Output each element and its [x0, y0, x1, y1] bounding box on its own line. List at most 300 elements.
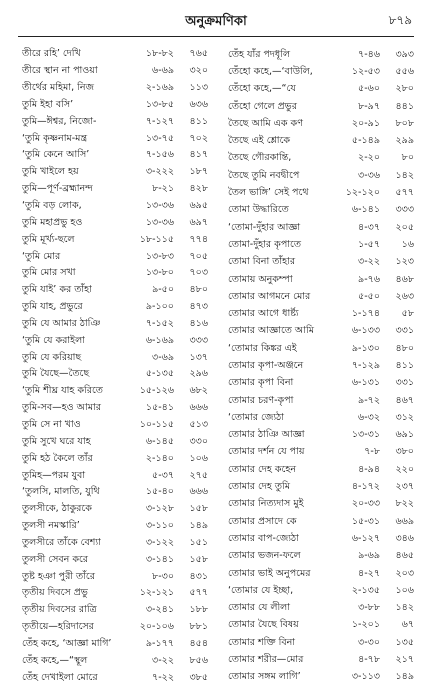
index-entry	[228, 427, 414, 444]
entry-reference: ৬-১৪১	[351, 204, 380, 216]
entry-reference: ৩-৮৮	[358, 602, 380, 614]
entry-text: ‘তুমি বড় লোক,	[22, 200, 82, 212]
index-entry	[228, 271, 414, 288]
entry-text: তেঁহো কহে,—‘বাউলি,	[228, 65, 313, 77]
index-entry	[228, 219, 414, 236]
page-number: ৮৭৯	[388, 13, 412, 27]
index-entry	[228, 46, 414, 63]
entry-text: তৈছে এই শ্লোকে	[228, 135, 291, 147]
entry-reference: ৩-২২	[358, 256, 380, 268]
entry-reference: ১৩-৭৫	[145, 132, 174, 144]
entry-page: ৩৩৩	[395, 204, 414, 216]
index-entry	[22, 113, 208, 130]
entry-page: ৫১৩	[189, 418, 208, 430]
index-entry	[22, 349, 208, 366]
entry-text: ‘তোমার জ্যেঠা	[228, 411, 284, 423]
index-entry	[22, 46, 208, 63]
entry-text: তুমি ইহা বসি’	[22, 98, 74, 110]
entry-page: ১০৬	[395, 584, 414, 596]
entry-reference: ৯-৬৯	[358, 550, 380, 562]
entry-reference: ৯-১০০	[145, 301, 174, 313]
entry-reference: ৭-৮	[364, 446, 380, 458]
entry-text: তোমা বিনা তাঁহার	[228, 256, 296, 268]
entry-reference: ৪-৯৪	[358, 463, 380, 475]
entry-text: তোমার যৈছে বিষয়	[228, 619, 299, 631]
index-entry	[228, 305, 414, 322]
entry-page: ৫৫৬	[395, 65, 414, 77]
index-entry	[22, 619, 208, 636]
entry-text: তুমি—পূর্ণ-ব্রহ্মানন্দ	[22, 183, 93, 195]
entry-reference: ১২-১২১	[139, 587, 174, 599]
entry-page: ১৩৭	[189, 351, 208, 363]
index-entry	[22, 97, 208, 114]
entry-reference: ১৩-৮৩	[145, 250, 174, 262]
entry-page: ২৯৬	[189, 368, 208, 380]
entry-reference: ৭-৪৬	[358, 48, 380, 60]
entry-reference: ১৫-১২৬	[139, 385, 174, 397]
entry-reference: ৬-১৬৯	[145, 334, 174, 346]
index-entry	[228, 132, 414, 149]
entry-page: ৬৮২	[189, 385, 208, 397]
entry-page: ৩৪৬	[395, 532, 414, 544]
entry-text: তুমি যাহ, প্রভুরে	[22, 301, 83, 313]
index-entry	[22, 669, 208, 686]
entry-reference: ১২-১২০	[345, 187, 380, 199]
index-entry	[22, 130, 208, 147]
entry-reference: ১৮-১১৫	[139, 233, 174, 245]
entry-reference: ৩-১১৩	[351, 671, 380, 683]
entry-page: ৮৮১	[189, 621, 208, 633]
entry-page: ৪১১	[395, 360, 414, 371]
entry-reference: ৩-৬৯	[152, 351, 174, 363]
entry-page: ৪৬৫	[395, 550, 414, 562]
entry-text: তোমার আজ্ঞাতে আমি	[228, 325, 314, 337]
entry-text: তুমি সুখে ঘরে যাহ	[22, 435, 91, 447]
entry-page: ১৫৮	[189, 553, 208, 565]
index-column-left	[22, 46, 208, 686]
entry-text: তুমি খাইলে হয়	[22, 166, 79, 178]
index-entry	[22, 63, 208, 80]
entry-text: তীর্থের মহিমা, নিজ	[22, 82, 95, 94]
entry-page: ২৯৯	[395, 135, 414, 147]
entry-reference: ৭-১২৯	[351, 360, 380, 371]
index-entry	[22, 282, 208, 299]
entry-reference: ৩-৩০	[358, 636, 380, 648]
entry-page: ২৬৩	[395, 290, 414, 302]
entry-page: ২২০	[395, 463, 414, 475]
entry-reference: ৫-১৪৯	[351, 135, 380, 147]
index-entry	[22, 231, 208, 248]
index-entry	[228, 63, 414, 80]
index-entry	[22, 501, 208, 518]
entry-text: তোমার কৃপা-অঞ্জনে	[228, 360, 304, 371]
entry-reference: ৫-৩৭	[152, 469, 174, 481]
index-columns	[22, 46, 414, 686]
entry-page: ৪১১	[189, 115, 208, 127]
entry-reference: ১৫-৩১	[351, 515, 380, 527]
index-entry	[22, 534, 208, 551]
entry-text: তৈছে তুমি নবদ্বীপে	[228, 169, 300, 181]
entry-page: ১৮৮	[189, 604, 208, 616]
entry-text: ‘তোমার কিঙ্কর এই	[228, 342, 297, 354]
entry-reference: ১৩-৮০	[145, 267, 174, 279]
index-entry	[22, 299, 208, 316]
index-entry	[22, 467, 208, 484]
entry-page: ৩৩১	[395, 325, 414, 337]
entry-reference: ২০-৯১	[351, 117, 380, 129]
entry-reference: ৬-১৪৫	[145, 435, 174, 447]
index-entry	[228, 651, 414, 668]
entry-text: ‘তুমি কৃষ্ণনাম-মন্ত্র	[22, 132, 88, 144]
entry-reference: ৭-১২৭	[145, 115, 174, 127]
index-entry	[228, 236, 414, 253]
entry-text: তোমার নিত্যদাস মুই	[228, 498, 304, 510]
index-entry	[22, 383, 208, 400]
index-entry	[228, 513, 414, 530]
entry-text: ‘তুলসি, মালতি, যুথি	[22, 486, 100, 498]
entry-text: তৈল ভাঙ্গি’ সেই পথে	[228, 187, 309, 199]
index-entry	[228, 184, 414, 201]
entry-reference: ২০-১০৬	[139, 621, 174, 633]
entry-text: তুলসীকে, ঠাকুরকে	[22, 503, 92, 515]
header-rule	[18, 36, 414, 37]
entry-text: তুমিহ—পরম যুবা	[22, 469, 86, 481]
entry-reference: ৬-৬৯	[152, 65, 174, 77]
index-entry	[22, 551, 208, 568]
entry-reference: ৬-৩২	[358, 411, 380, 423]
index-entry	[228, 392, 414, 409]
entry-page: ৩১২	[395, 411, 414, 423]
entry-reference: ৭-১৫৬	[145, 149, 174, 161]
entry-page: ৪৩১	[189, 570, 208, 582]
entry-text: তোমা উদ্ধারিতে	[228, 204, 289, 216]
entry-page: ৬৬৯	[395, 515, 414, 527]
entry-page: ২৩৭	[395, 481, 414, 493]
entry-text: তুলসী নমস্কারি’	[22, 520, 80, 532]
entry-reference: ৫-৬০	[358, 83, 380, 95]
entry-text: তুমি-সব—হও আমার	[22, 402, 101, 414]
entry-reference: ৩-২২২	[145, 166, 174, 178]
entry-text: তোমার ভজন-ফলে	[228, 550, 301, 562]
index-entry	[228, 548, 414, 565]
entry-page: ৩৮৫	[189, 671, 208, 683]
entry-text: তেঁহ কহে,—“স্থূল	[22, 654, 88, 666]
index-entry	[228, 634, 414, 651]
entry-reference: ৮-৩০	[152, 570, 174, 582]
entry-reference: ৬-১৩৩	[351, 325, 380, 337]
entry-page: ২০৩	[395, 567, 414, 579]
index-entry	[22, 366, 208, 383]
entry-text: তীরে রহি’ দেখি	[22, 48, 81, 60]
entry-text: তুষ্ট হঞা পুরী তাঁরে	[22, 570, 95, 582]
entry-text: তুমি মোর সখা	[22, 267, 76, 279]
entry-reference: ১৫-৪০	[145, 486, 174, 498]
entry-reference: ৩-১৪১	[145, 553, 174, 565]
entry-text: তুমি হঠ কৈলে তাঁর	[22, 452, 93, 464]
entry-reference: ৯-৭৬	[358, 273, 380, 285]
entry-reference: ২-২০	[358, 152, 380, 164]
index-entry	[228, 600, 414, 617]
entry-text: তোমার আগে ধার্ষ্ট্য	[228, 308, 299, 320]
index-entry	[22, 585, 208, 602]
entry-page: ৪৪১	[395, 100, 414, 112]
entry-reference: ৭-১৫২	[145, 317, 174, 329]
page-header	[0, 0, 432, 40]
entry-page: ৬৩৬	[189, 98, 208, 110]
entry-text: তুমি মূর্খ্য-ছলে	[22, 233, 75, 245]
entry-text: তৃতীয়ে—হরিদাসের	[22, 621, 94, 633]
entry-page: ৩৩০	[189, 435, 208, 447]
entry-page: ১৫১	[189, 536, 208, 548]
entry-page: ৬৭	[401, 619, 414, 631]
index-entry	[228, 357, 414, 374]
index-entry	[22, 181, 208, 198]
entry-text: তেঁহ যাঁর পদধূলি	[228, 48, 291, 60]
entry-reference: ১৮-৮২	[145, 48, 174, 60]
entry-text: তোমার বাপ-জ্যেঠা	[228, 532, 299, 544]
index-entry	[228, 167, 414, 184]
entry-page: ৪১৬	[189, 317, 208, 329]
entry-page: ৪৮০	[189, 284, 208, 296]
entry-page: ৪৬৮	[395, 273, 414, 285]
entry-text: তুমি—ঈশ্বর, নিজো-	[22, 115, 97, 127]
index-entry	[228, 444, 414, 461]
index-entry	[228, 478, 414, 495]
index-entry	[22, 450, 208, 467]
index-entry	[22, 433, 208, 450]
entry-page: ৮০	[401, 152, 414, 164]
entry-text: তেঁহ দেখাইলা মোরে	[22, 671, 98, 683]
entry-text: তৃতীয় দিবসের রাত্রি	[22, 604, 97, 616]
index-entry	[22, 417, 208, 434]
entry-reference: ৯-৫০	[152, 284, 174, 296]
entry-page: ৬৬৬	[189, 486, 208, 498]
entry-page: ৩৯৩	[395, 48, 414, 60]
index-entry	[22, 602, 208, 619]
entry-reference: ৬-১২৭	[351, 532, 380, 544]
entry-page: ১৪২	[395, 602, 414, 614]
entry-page: ৩৩১	[395, 377, 414, 389]
entry-reference: ১৫-৪১	[145, 402, 174, 414]
index-entry	[228, 669, 414, 686]
entry-reference: ৫-৫০	[358, 290, 380, 302]
index-entry	[228, 340, 414, 357]
entry-text: তোমার দেহ কহেন	[228, 463, 296, 475]
entry-reference: ৯-১৩০	[351, 342, 380, 354]
index-entry	[228, 617, 414, 634]
entry-reference: ৩-১১০	[145, 520, 174, 532]
entry-reference: ৩-২২	[152, 654, 174, 666]
entry-reference: ৭-২২	[152, 671, 174, 683]
entry-page: ২৭৫	[189, 469, 208, 481]
entry-text: ‘তুমি শীঘ্র যাহ করিতে	[22, 385, 103, 397]
entry-reference: ৯-১৭৭	[145, 637, 174, 649]
index-entry	[228, 115, 414, 132]
entry-text: তোমার প্রসাদে কে	[228, 515, 297, 527]
index-entry	[228, 461, 414, 478]
entry-reference: ১৩-৮৫	[145, 98, 174, 110]
entry-page: ৪২৮	[189, 183, 208, 195]
entry-text: তৈছে গৌরকান্তি,	[228, 152, 292, 164]
entry-page: ১০৬	[189, 452, 208, 464]
entry-page: ১৫৮	[189, 503, 208, 515]
entry-text: তোমার চরণ-কৃপা	[228, 394, 294, 406]
entry-page: ৪৮০	[395, 342, 414, 354]
entry-reference: ৩-২৪১	[145, 604, 174, 616]
entry-text: তুমি যৈছে—তৈছে	[22, 368, 90, 380]
index-entry	[22, 568, 208, 585]
entry-text: তুমি যে আমার ঠাঞি	[22, 317, 101, 329]
entry-reference: ৮-৯৭	[358, 100, 380, 112]
entry-reference: ৩-১২২	[145, 536, 174, 548]
entry-text: ‘তুমি কেনে আসি’	[22, 149, 90, 161]
page-title: অনুক্রমণিকা	[185, 14, 247, 29]
entry-page: ৩৩৩	[189, 334, 208, 346]
entry-page: ৫৭৭	[395, 187, 414, 199]
entry-page: ৪৬৭	[395, 394, 414, 406]
entry-page: ৫৭৭	[189, 587, 208, 599]
entry-text: তুমি যাই’ কর তাঁহা	[22, 284, 92, 296]
index-entry	[22, 147, 208, 164]
entry-reference: ৪-৭৮	[358, 654, 380, 666]
index-entry	[228, 202, 414, 219]
index-entry	[22, 214, 208, 231]
entry-page: ১৮৭	[189, 166, 208, 178]
entry-page: ৬৯১	[395, 429, 414, 441]
entry-reference: ১০-১১৫	[139, 418, 174, 430]
entry-text: তেঁহো গেলে প্রভুর	[228, 100, 297, 112]
index-entry	[228, 582, 414, 599]
entry-page: ২৮০	[395, 83, 414, 95]
entry-text: তোমার দর্শন যে পায়	[228, 446, 305, 458]
entry-text: তোমার ভাই অনুপমের	[228, 567, 311, 579]
entry-text: তোমার দেহ তুমি	[228, 481, 290, 493]
entry-text: তোমার সঙ্গম লাগি’	[228, 671, 301, 683]
index-entry	[228, 565, 414, 582]
index-entry	[228, 323, 414, 340]
entry-reference: ৩-৩৬	[358, 169, 380, 181]
entry-page: ৭০২	[189, 132, 208, 144]
entry-reference: ৮-২১	[152, 183, 174, 195]
index-entry	[228, 150, 414, 167]
index-column-right	[228, 46, 414, 686]
index-entry	[228, 409, 414, 426]
entry-text: তুমি যে করিয়াছ	[22, 351, 82, 363]
entry-page: ২০৫	[395, 221, 414, 233]
entry-text: তোমার শরীর—মোর	[228, 654, 304, 666]
index-entry	[22, 332, 208, 349]
entry-text: তুমি মহাপ্রভু হও	[22, 216, 83, 228]
index-entry	[22, 518, 208, 535]
index-entry	[228, 496, 414, 513]
entry-reference: ৫-১৩৫	[145, 368, 174, 380]
entry-text: তোমার কৃপা বিনা	[228, 377, 294, 389]
entry-reference: ১৩-৩৬	[145, 216, 174, 228]
index-entry	[22, 265, 208, 282]
index-entry	[22, 400, 208, 417]
entry-reference: ১৩-৩৬	[145, 200, 174, 212]
entry-reference: ২-১৬৯	[145, 82, 174, 94]
entry-text: তোমা-দুঁহার কৃপাতে	[228, 238, 301, 250]
entry-page: ৭০৩	[189, 267, 208, 279]
index-entry	[22, 164, 208, 181]
entry-page: ১৪৯	[395, 671, 414, 683]
entry-text: তোমার আগমনে মোর	[228, 290, 311, 302]
entry-text: তুলসীরে তাঁকে বেশ্যা	[22, 536, 101, 548]
entry-text: তীরে স্থান না পাওয়া	[22, 65, 98, 77]
entry-reference: ১-১৭৪	[351, 308, 380, 320]
entry-page: ৮০৮	[395, 117, 414, 129]
entry-page: ৮৫৬	[189, 654, 208, 666]
entry-page: ৪৭৩	[189, 301, 208, 313]
entry-reference: ৬-১৩১	[351, 377, 380, 389]
entry-text: তোমার যে লীলা	[228, 602, 290, 614]
index-entry	[22, 80, 208, 97]
entry-reference: ১-৫৭	[358, 238, 380, 250]
index-entry	[22, 484, 208, 501]
index-entry	[22, 652, 208, 669]
entry-page: ৮২২	[395, 498, 414, 510]
entry-page: ৩৮০	[395, 446, 414, 458]
index-entry	[228, 375, 414, 392]
entry-page: ২১৭	[395, 654, 414, 666]
entry-page: ১৩৫	[395, 636, 414, 648]
entry-text: তোমার ঠাঞি আজ্ঞা	[228, 429, 305, 441]
entry-page: ৬৯৭	[189, 216, 208, 228]
entry-page: ৭০৫	[189, 250, 208, 262]
entry-reference: ৪-২৭	[358, 567, 380, 579]
index-entry	[22, 636, 208, 653]
entry-page: ১২৩	[395, 256, 414, 268]
entry-page: ৬৯৫	[189, 200, 208, 212]
entry-page: ৩২০	[189, 65, 208, 77]
entry-text: তৈছে আমি এক কণ	[228, 117, 303, 129]
entry-reference: ১-২০১	[351, 619, 380, 631]
entry-page: ১১৩	[189, 82, 208, 94]
entry-text: তুলসী সেবন করে	[22, 553, 89, 565]
entry-text: ‘তোমার যে ইচ্ছা,	[228, 584, 294, 596]
index-entry	[228, 81, 414, 98]
entry-page: ৬৬৬	[189, 402, 208, 414]
entry-reference: ৪-১৭২	[351, 481, 380, 493]
entry-reference: ২-১৩৫	[351, 584, 380, 596]
entry-page: ৪৫৪	[189, 637, 208, 649]
entry-text: তৃতীয় দিবসে প্রভু	[22, 587, 88, 599]
entry-reference: ১৩-৩১	[351, 429, 380, 441]
entry-text: ‘তুমি মোর	[22, 250, 61, 262]
entry-reference: ৯-৭২	[358, 394, 380, 406]
entry-text: তেঁহ কহে, ‘আজ্ঞা মাগি’	[22, 637, 112, 649]
entry-text: তুমি সে না খাও	[22, 418, 81, 430]
index-entry	[22, 316, 208, 333]
entry-reference: ২০-৩৩	[351, 498, 380, 510]
entry-text: ‘তোমা-দুঁহার আজ্ঞা	[228, 221, 301, 233]
entry-reference: ২-১৪০	[145, 452, 174, 464]
index-entry	[228, 288, 414, 305]
entry-text: ‘তুমি যে করাইলা	[22, 334, 85, 346]
index-entry	[22, 248, 208, 265]
entry-page: ৫৮	[401, 308, 414, 320]
entry-page: ১৬	[401, 238, 414, 250]
entry-page: ৭৬৫	[189, 48, 208, 60]
entry-text: তোমার শক্তি বিনা	[228, 636, 296, 648]
entry-reference: ১২-৫৩	[351, 65, 380, 77]
entry-reference: ৩-১২৮	[145, 503, 174, 515]
entry-page: ১৪২	[395, 169, 414, 181]
entry-page: ৪১৭	[189, 149, 208, 161]
entry-page: ১৪৯	[189, 520, 208, 532]
entry-text: তোমায় অনুকম্পা	[228, 273, 293, 285]
